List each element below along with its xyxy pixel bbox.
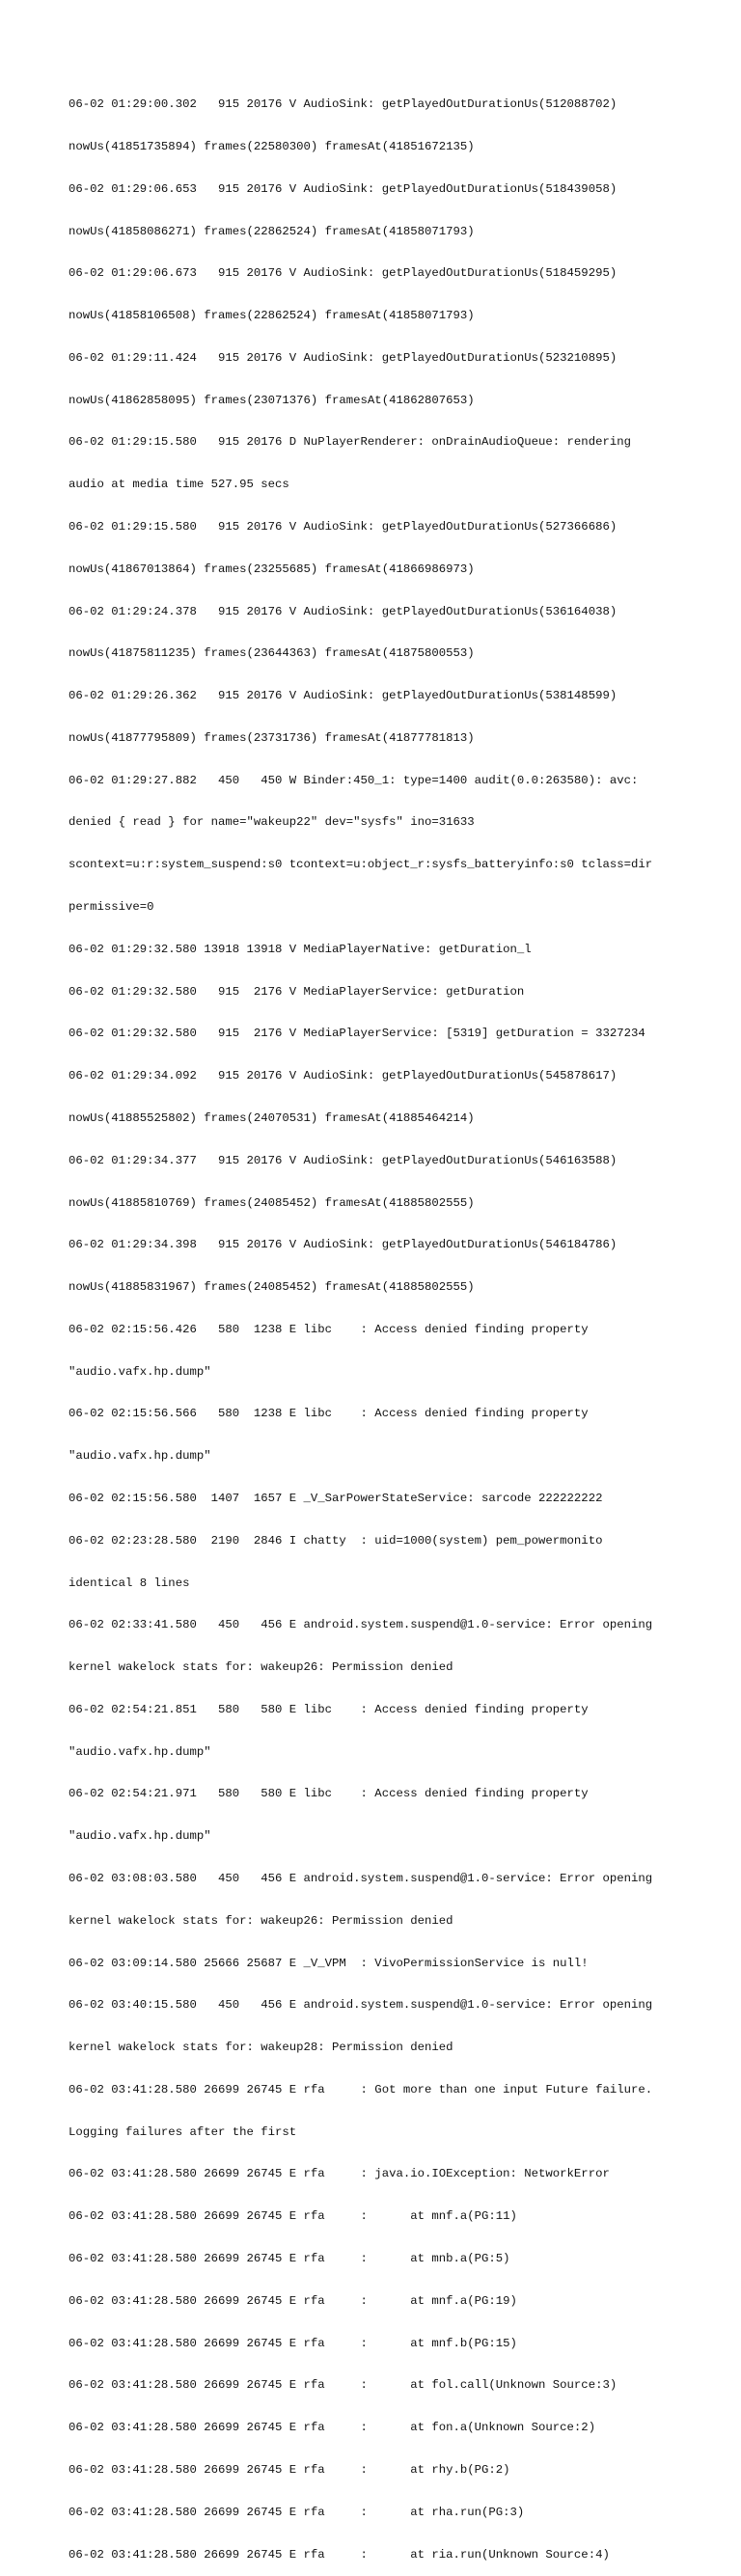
log-line: 06-02 01:29:34.092 915 20176 V AudioSink: getPlayedOutDurationUs(545878617): [69, 1069, 618, 1083]
log-line: 06-02 01:29:32.580 915 2176 V MediaPlayerService: [5319] getDuration = 3327234: [69, 1027, 645, 1041]
log-line: 06-02 03:41:28.580 26699 26745 E rfa : at rhy.b(PG:2): [69, 2462, 510, 2477]
log-line: 06-02 03:08:03.580 450 456 E android.system.suspend@1.0-service: Error opening: [69, 1872, 653, 1885]
log-line: 06-02 01:29:32.580 13918 13918 V MediaPlayerNative: getDuration_l: [69, 942, 532, 956]
log-line: identical 8 lines: [69, 1576, 190, 1590]
log-line: 06-02 03:41:28.580 26699 26745 E rfa : at fol.call(Unknown Source:3): [69, 2378, 618, 2393]
log-line: 06-02 03:40:15.580 450 456 E android.system.suspend@1.0-service: Error opening: [69, 1998, 653, 2013]
log-line: 06-02 01:29:26.362 915 20176 V AudioSink: getPlayedOutDurationUs(538148599): [69, 689, 618, 703]
log-line: 06-02 01:29:11.424 915 20176 V AudioSink: getPlayedOutDurationUs(523210895): [69, 350, 618, 365]
log-line: 06-02 01:29:06.673 915 20176 V AudioSink: getPlayedOutDurationUs(518459295): [69, 266, 618, 281]
log-line: nowUs(41867013864) frames(23255685) framesAt(41866986973): [69, 562, 475, 576]
log-line: 06-02 02:33:41.580 450 456 E android.system.suspend@1.0-service: Error opening: [69, 1618, 653, 1632]
log-line: nowUs(41877795809) frames(23731736) framesAt(41877781813): [69, 730, 475, 745]
log-line: 06-02 01:29:34.398 915 20176 V AudioSink: getPlayedOutDurationUs(546184786): [69, 1238, 618, 1252]
log-line: "audio.vafx.hp.dump": [69, 1829, 211, 1844]
log-line: 06-02 03:41:28.580 26699 26745 E rfa : at mnb.a(PG:5): [69, 2252, 510, 2266]
log-line: Logging failures after the first: [69, 2124, 297, 2139]
log-line: nowUs(41875811235) frames(23644363) framesAt(41875800553): [69, 646, 475, 661]
log-line: nowUs(41851735894) frames(22580300) framesAt(41851672135): [69, 139, 475, 153]
log-line: "audio.vafx.hp.dump": [69, 1364, 211, 1379]
log-line: 06-02 03:41:28.580 26699 26745 E rfa : at rha.run(PG:3): [69, 2505, 525, 2519]
log-line: 06-02 02:15:56.426 580 1238 E libc : Access denied finding property: [69, 1322, 589, 1336]
log-line: 06-02 01:29:34.377 915 20176 V AudioSink: getPlayedOutDurationUs(546163588): [69, 1153, 618, 1167]
log-line: permissive=0: [69, 900, 154, 915]
log-line: 06-02 03:09:14.580 25666 25687 E _V_VPM : VivoPermissionService is null!: [69, 1956, 589, 1970]
log-line: "audio.vafx.hp.dump": [69, 1449, 211, 1464]
log-line: nowUs(41885831967) frames(24085452) framesAt(41885802555): [69, 1280, 475, 1295]
log-line: audio at media time 527.95 secs: [69, 478, 289, 492]
log-line: scontext=u:r:system_suspend:s0 tcontext=u:object_r:sysfs_batteryinfo:s0 tclass=dir: [69, 858, 653, 872]
log-line: 06-02 03:41:28.580 26699 26745 E rfa : java.io.IOException: NetworkError: [69, 2167, 610, 2181]
log-line: nowUs(41858086271) frames(22862524) framesAt(41858071793): [69, 224, 475, 238]
log-line: kernel wakelock stats for: wakeup26: Permission denied: [69, 1913, 453, 1928]
log-line: 06-02 02:15:56.580 1407 1657 E _V_SarPowerStateService: sarcode 222222222: [69, 1491, 603, 1505]
log-text-block: [69, 69, 725, 2576]
log-line: 06-02 01:29:15.580 915 20176 V AudioSink: getPlayedOutDurationUs(527366686): [69, 520, 618, 534]
log-line: nowUs(41862858095) frames(23071376) framesAt(41862807653): [69, 393, 475, 407]
log-line: "audio.vafx.hp.dump": [69, 1744, 211, 1759]
log-line: kernel wakelock stats for: wakeup28: Permission denied: [69, 2041, 453, 2055]
log-line: 06-02 03:41:28.580 26699 26745 E rfa : at mnf.a(PG:11): [69, 2209, 517, 2224]
log-line: 06-02 02:54:21.851 580 580 E libc : Access denied finding property: [69, 1702, 589, 1716]
log-line: 06-02 01:29:24.378 915 20176 V AudioSink: getPlayedOutDurationUs(536164038): [69, 604, 618, 618]
log-line: 06-02 02:54:21.971 580 580 E libc : Access denied finding property: [69, 1787, 589, 1801]
log-line: nowUs(41885810769) frames(24085452) framesAt(41885802555): [69, 1195, 475, 1210]
log-line: 06-02 03:41:28.580 26699 26745 E rfa : Got more than one input Future failure.: [69, 2082, 653, 2096]
log-line: nowUs(41858106508) frames(22862524) framesAt(41858071793): [69, 309, 475, 323]
log-line: nowUs(41885525802) frames(24070531) framesAt(41885464214): [69, 1110, 475, 1125]
log-line: 06-02 03:41:28.580 26699 26745 E rfa : at mnf.a(PG:19): [69, 2293, 517, 2308]
log-line: 06-02 01:29:00.302 915 20176 V AudioSink: getPlayedOutDurationUs(512088702): [69, 97, 618, 112]
log-line: 06-02 02:23:28.580 2190 2846 I chatty : uid=1000(system) pem_powermonito: [69, 1533, 603, 1548]
log-line: denied { read } for name="wakeup22" dev="sysfs" ino=31633: [69, 815, 475, 830]
log-line: 06-02 01:29:06.653 915 20176 V AudioSink: getPlayedOutDurationUs(518439058): [69, 181, 618, 196]
log-line: 06-02 01:29:15.580 915 20176 D NuPlayerRenderer: onDrainAudioQueue: rendering: [69, 435, 631, 450]
log-line: 06-02 03:41:28.580 26699 26745 E rfa : at fon.a(Unknown Source:2): [69, 2421, 596, 2435]
log-line: kernel wakelock stats for: wakeup26: Permission denied: [69, 1660, 453, 1675]
log-line: 06-02 01:29:32.580 915 2176 V MediaPlayerService: getDuration: [69, 984, 525, 999]
log-line: 06-02 01:29:27.882 450 450 W Binder:450_1: type=1400 audit(0.0:263580): avc:: [69, 773, 639, 787]
log-line: 06-02 03:41:28.580 26699 26745 E rfa : at ria.run(Unknown Source:4): [69, 2547, 610, 2562]
log-line: 06-02 02:15:56.566 580 1238 E libc : Access denied finding property: [69, 1407, 589, 1421]
log-line: 06-02 03:41:28.580 26699 26745 E rfa : at mnf.b(PG:15): [69, 2336, 517, 2350]
